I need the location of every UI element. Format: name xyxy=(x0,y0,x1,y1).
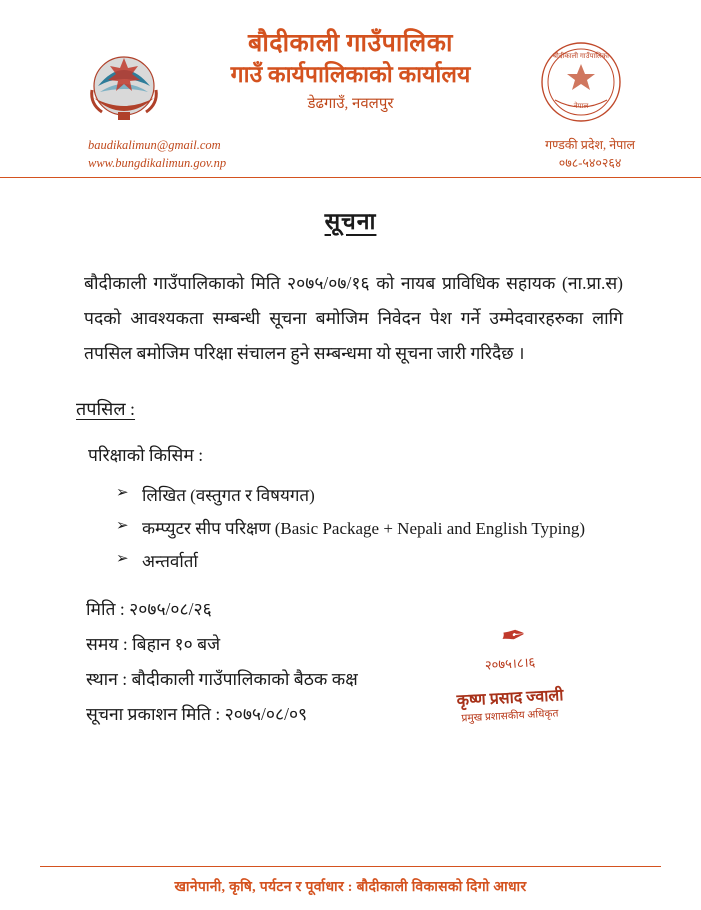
email-text: baudikalimun@gmail.com xyxy=(88,138,221,152)
arrow-bullet-icon: ➢ xyxy=(116,518,129,535)
municipality-seal xyxy=(533,40,629,124)
detail-key: सूचना प्रकाशन मिति xyxy=(86,704,211,725)
svg-text:बौदीकाली गाउँपालिका: बौदीकाली गाउँपालिका xyxy=(553,52,609,60)
page-title: सूचना xyxy=(324,209,377,234)
contact-right-block xyxy=(545,136,635,172)
detail-value: २०७५/०८/०९ xyxy=(224,704,308,725)
website-text: www.bungdikalimun.gov.np xyxy=(88,156,227,171)
list-item-label: अन्तर्वार्ता xyxy=(142,552,198,572)
org-name-line1: बौदीकाली गाउँपालिका xyxy=(248,30,453,57)
org-address: डेढगाउँ, नवलपुर xyxy=(307,96,394,113)
detail-value: २०७५/०८/२६ xyxy=(129,599,212,620)
detail-value: बिहान १० बजे xyxy=(132,634,221,655)
list-item-label: लिखित (वस्तुगत र विषयगत) xyxy=(142,486,315,505)
detail-separator: : xyxy=(122,669,128,690)
detail-key: मिति xyxy=(86,599,116,620)
arrow-bullet-icon: ➢ xyxy=(116,551,129,568)
detail-key: समय xyxy=(86,634,119,655)
footer-slogan: खानेपानी, कृषि, पर्यटन र पूर्वाधार : बौदीकाली विकासको दिगो आधार xyxy=(174,880,527,895)
document-footer xyxy=(0,866,701,910)
sub-label-exam-type: परिक्षाको किसिम : xyxy=(88,445,204,465)
footer-divider xyxy=(40,866,661,867)
list-item xyxy=(116,479,639,512)
list-item xyxy=(116,545,639,578)
exam-type-list xyxy=(62,479,639,578)
contact-left-block xyxy=(88,136,226,172)
detail-key: स्थान xyxy=(86,669,118,690)
section-label-details: तपसिल : xyxy=(76,399,136,419)
handwritten-signature-icon: ✒ xyxy=(496,618,524,655)
detail-separator: : xyxy=(215,704,221,725)
nepal-government-emblem xyxy=(88,46,160,124)
list-item xyxy=(116,512,639,545)
org-name-line2: गाउँ कार्यपालिकाको कार्यालय xyxy=(230,62,471,88)
svg-text:नेपाल: नेपाल xyxy=(573,102,589,110)
arrow-bullet-icon: ➢ xyxy=(116,485,129,501)
detail-separator: : xyxy=(119,599,125,620)
notice-paragraph: बौदीकाली गाउँपालिकाको मिति २०७५/०७/१६ को नायब प्राविधिक सहायक (ना.प्रा.स) पदको आवश्यकता सम्बन्धी सूचना बमोजिम निवेदन पेश गर्ने उम्मेदवारहरुका लागि तपसिल बमोजिम परिक्षा संचालन हुने सम्बन्धमा यो सूचना जारी गरिदैछ । xyxy=(84,273,623,363)
document-header xyxy=(0,0,701,171)
detail-separator: : xyxy=(122,634,128,655)
detail-value: बौदीकाली गाउँपालिकाको बैठक कक्ष xyxy=(131,669,358,690)
signatory-name: कृष्ण प्रसाद ज्वाली xyxy=(456,687,564,710)
signature-block xyxy=(415,618,605,725)
list-item-label: कम्प्युटर सीप परिक्षण (Basic Package + Nepali and English Typing) xyxy=(142,519,586,539)
phone-text: ०७८-५४०२६४ xyxy=(558,156,622,171)
signature-date: २०७५।८।६ xyxy=(484,654,536,673)
province-text: गण्डकी प्रदेश, नेपाल xyxy=(545,138,635,152)
signatory-post: प्रमुख प्रशासकीय अधिकृत xyxy=(461,708,559,725)
